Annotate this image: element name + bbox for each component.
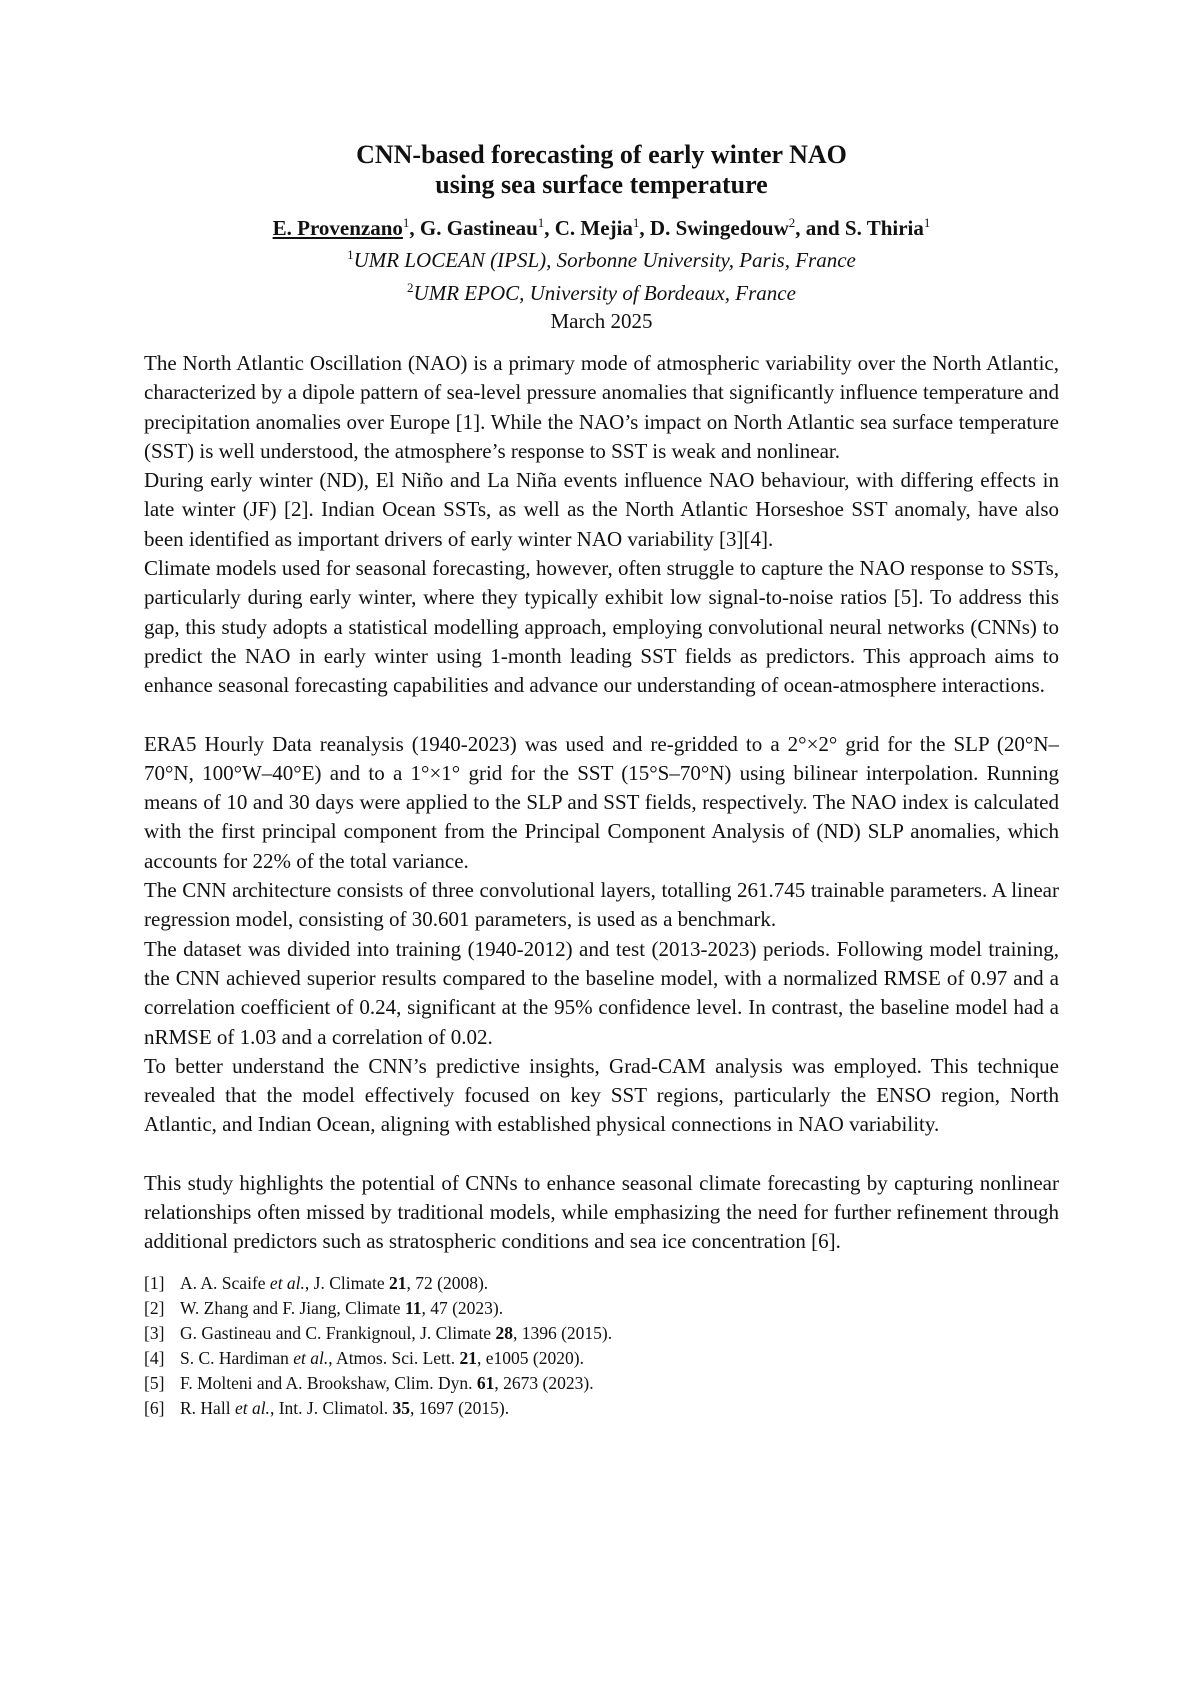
reference-number: [6]: [144, 1397, 165, 1418]
reference-etal: et al.: [293, 1347, 329, 1368]
reference-text: [180, 1396, 509, 1421]
paragraph-methods-1: ERA5 Hourly Data reanalysis (1940-2023) was used and re-gridded to a 2°×2° grid for the SLP (20°N–70°N, 100°W–40°E) and to a 1°×1° grid for the SST (15°S–70°N) using bilinear interpolation. Running means of 10 and 30 days were applied to the SLP and SST fields, respectively. The NAO index is calculated with the first principal component from the Principal Component Analysis of (ND) SLP anomalies, which accounts for 22% of the total variance.: [144, 731, 1059, 873]
author-affil-mark: 1: [923, 215, 931, 230]
title-line-1: CNN-based forecasting of early winter NAO: [356, 140, 847, 169]
paragraph-intro-1: The North Atlantic Oscillation (NAO) is a primary mode of atmospheric variability over the North Atlantic, characterized by a dipole pattern of sea-level pressure anomalies that significantly influence temperature and precipitation anomalies over Europe [1]. While the NAO’s impact on North Atlantic sea surface temperature (SST) is well understood, the atmosphere’s response to SST is weak and nonlinear.: [144, 351, 1059, 463]
author-separator: ,: [409, 216, 420, 240]
reference-list: [144, 1271, 1059, 1421]
reference-pages: , 2673 (2023).: [494, 1372, 594, 1393]
author-name: C. Mejia: [554, 216, 633, 240]
paper-title: [144, 140, 1059, 200]
reference-item: [144, 1396, 1059, 1421]
author-affil-mark: 1: [537, 215, 545, 230]
body-section-intro: [144, 349, 1059, 701]
reference-item: [144, 1346, 1059, 1371]
reference-journal: , J. Climate: [411, 1322, 496, 1343]
paragraph-gap: [144, 1140, 1059, 1169]
reference-text: [180, 1371, 594, 1396]
reference-volume: 21: [459, 1347, 478, 1368]
author-name: G. Gastineau: [419, 216, 538, 240]
author-list: [144, 210, 1059, 241]
reference-journal: , Int. J. Climatol.: [269, 1397, 393, 1418]
affiliation-1: [144, 241, 1059, 274]
reference-item: [144, 1296, 1059, 1321]
paragraph-methods-3: The dataset was divided into training (1940-2012) and test (2013-2023) periods. Following model training, the CNN achieved superior results compared to the baseline model, with a normalized RMSE of 0.97 and a correlation coefficient of 0.24, significant at the 95% confidence level. In contrast, the baseline model had a nRMSE of 1.03 and a correlation of 0.02.: [144, 936, 1059, 1049]
author-name: D. Swingedouw: [649, 216, 789, 240]
reference-journal: , Atmos. Sci. Lett.: [328, 1347, 460, 1368]
author-affil-mark: 1: [402, 215, 410, 230]
reference-number: [5]: [144, 1372, 165, 1393]
paper-page: [144, 140, 1059, 1421]
reference-number: [2]: [144, 1297, 165, 1318]
author-affil-mark: 2: [788, 215, 796, 230]
reference-etal: et al.: [269, 1272, 305, 1293]
reference-etal: et al.: [234, 1397, 270, 1418]
reference-volume: 61: [476, 1372, 495, 1393]
reference-text: [180, 1346, 584, 1371]
reference-authors: G. Gastineau and C. Frankignoul: [180, 1322, 412, 1343]
reference-number: [1]: [144, 1272, 165, 1293]
affiliation-mark: 2: [407, 280, 414, 295]
reference-authors: A. A. Scaife: [180, 1272, 270, 1293]
paragraph-intro-2: During early winter (ND), El Niño and La Niña events influence NAO behaviour, with differing effects in late winter (JF) [2]. Indian Ocean SSTs, as well as the North Atlantic Horseshoe SST anomaly, have also been identified as important drivers of early winter NAO variability [3][4].: [144, 468, 1059, 551]
paragraph-methods-4: To better understand the CNN’s predictive insights, Grad-CAM analysis was employed. This technique revealed that the model effectively focused on key SST regions, particularly the ENSO region, North Atlantic, and Indian Ocean, aligning with established physical connections in NAO variability.: [144, 1053, 1059, 1137]
author-separator: ,: [544, 216, 555, 240]
affiliation-text: UMR EPOC, University of Bordeaux, France: [413, 281, 796, 305]
affiliation-2: [144, 274, 1059, 307]
reference-authors: F. Molteni and A. Brookshaw: [180, 1372, 386, 1393]
reference-pages: , 1396 (2015).: [512, 1322, 613, 1343]
reference-journal: , J. Climate: [304, 1272, 390, 1293]
reference-authors: S. C. Hardiman: [180, 1347, 294, 1368]
author-separator: , and: [795, 216, 845, 240]
publication-date: March 2025: [550, 309, 653, 333]
reference-number: [4]: [144, 1347, 165, 1368]
reference-text: [180, 1271, 488, 1296]
reference-text: [180, 1296, 503, 1321]
body-section-conclusion: [144, 1169, 1059, 1257]
reference-item: [144, 1321, 1059, 1346]
reference-volume: 11: [404, 1297, 422, 1318]
author-name: E. Provenzano: [272, 216, 403, 240]
reference-item: [144, 1371, 1059, 1396]
paragraph-gap: [144, 701, 1059, 730]
paragraph-conclusion: This study highlights the potential of CNNs to enhance seasonal climate forecasting by capturing nonlinear relationships often missed by traditional models, while emphasizing the need for further refinement through additional predictors such as stratospheric conditions and sea ice concentration [6].: [144, 1170, 1059, 1254]
reference-volume: 21: [389, 1272, 407, 1293]
reference-pages: , 47 (2023).: [421, 1297, 504, 1318]
affiliation-mark: 1: [347, 247, 354, 262]
paragraph-methods-2: The CNN architecture consists of three convolutional layers, totalling 261.745 trainable parameters. A linear regression model, consisting of 30.601 parameters, is used as a benchmark.: [144, 878, 1059, 932]
body-section-methods: [144, 730, 1059, 1140]
paragraph-intro-3: Climate models used for seasonal forecasting, however, often struggle to capture the NAO response to SSTs, particularly during early winter, where they typically exhibit low signal-to-noise ratios [5]. To address this gap, this study adopts a statistical modelling approach, employing convolutional neural networks (CNNs) to predict the NAO in early winter using 1-month leading SST fields as predictors. This approach aims to enhance seasonal forecasting capabilities and advance our understanding of ocean-atmosphere interactions.: [144, 556, 1059, 698]
author-affil-mark: 1: [632, 215, 640, 230]
author-name: S. Thiria: [844, 216, 924, 240]
reference-journal: , Climate: [336, 1297, 405, 1318]
reference-volume: 35: [392, 1397, 410, 1418]
reference-pages: , e1005 (2020).: [477, 1347, 584, 1368]
reference-pages: , 1697 (2015).: [409, 1397, 510, 1418]
reference-number: [3]: [144, 1322, 165, 1343]
reference-volume: 28: [495, 1322, 513, 1343]
title-line-2: using sea surface temperature: [435, 170, 768, 199]
reference-text: [180, 1321, 612, 1346]
reference-authors: W. Zhang and F. Jiang: [180, 1297, 337, 1318]
reference-authors: R. Hall: [180, 1397, 235, 1418]
reference-item: [144, 1271, 1059, 1296]
author-separator: ,: [639, 216, 650, 240]
reference-pages: , 72 (2008).: [406, 1272, 489, 1293]
affiliation-text: UMR LOCEAN (IPSL), Sorbonne University, Paris, France: [353, 248, 856, 272]
reference-journal: , Clim. Dyn.: [385, 1372, 477, 1393]
